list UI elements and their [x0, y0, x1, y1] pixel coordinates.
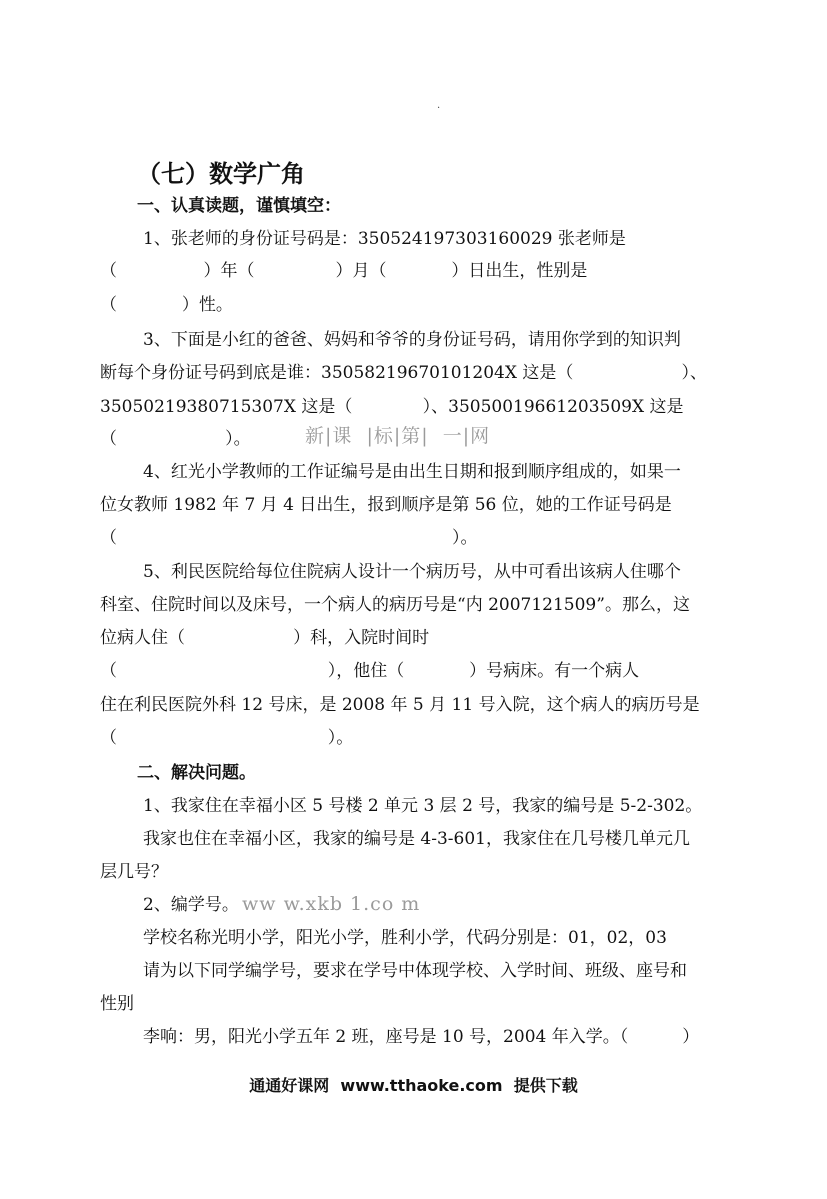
- question-4-line-1: 4、红光小学教师的工作证编号是由出生日期和报到顺序组成的，如果一: [143, 462, 681, 482]
- top-dot: .: [437, 100, 441, 111]
- question-3-line-1: 3、下面是小红的爸爸、妈妈和爷爷的身份证号码，请用你学到的知识判: [143, 330, 681, 350]
- watermark-xkb1: ww w.xkb 1.co m: [242, 893, 421, 915]
- problem-1-line-2: 我家也住在幸福小区，我家的编号是 4-3-601，我家住在几号楼几单元几: [143, 829, 690, 849]
- question-5-line-3: 位病人住（ ）科，入院时间时: [100, 628, 430, 648]
- question-4-line-3: （ ）。: [100, 528, 478, 548]
- question-5-line-6: （ ）。: [100, 728, 354, 748]
- question-5-line-1: 5、利民医院给每位住院病人设计一个病历号，从中可看出该病人住哪个: [143, 562, 681, 582]
- footer-source: 通通好课网 www.tthaoke.com 提供下载: [249, 1076, 578, 1095]
- question-1-line-1: 1、张老师的身份证号码是：350524197303160029 张老师是: [143, 229, 626, 249]
- problem-2-line-4: 性别: [100, 994, 134, 1014]
- problem-2-line-2: 学校名称光明小学，阳光小学，胜利小学，代码分别是：01，02，03: [143, 928, 667, 948]
- question-3-line-2: 断每个身份证号码到底是谁：35058219670101204X 这是（ ）、: [100, 363, 707, 383]
- problem-2-line-5: 李响：男，阳光小学五年 2 班，座号是 10 号，2004 年入学。（ ）: [143, 1027, 700, 1047]
- question-5-line-4: （ ），他住（ ）号病床。有一个病人: [100, 661, 640, 681]
- question-4-line-2: 位女教师 1982 年 7 月 4 日出生，报到顺序是第 56 位，她的工作证号码是: [100, 495, 672, 515]
- question-1-line-3: （ ）性。: [100, 295, 233, 315]
- question-1-line-2: （ ）年（ ）月（ ）日出生，性别是: [100, 261, 588, 281]
- problem-1-line-1: 1、我家住在幸福小区 5 号楼 2 单元 3 层 2 号，我家的编号是 5-2-302。: [143, 796, 703, 816]
- question-5-line-2: 科室、住院时间以及床号，一个病人的病历号是“内 2007121509”。那么，这: [100, 595, 690, 615]
- question-3-line-3: 35050219380715307X 这是（ ）、35050019661203509X 这是: [100, 397, 684, 417]
- watermark-xinkebiao: 新|课 |标|第| 一|网: [305, 425, 491, 447]
- problem-2-label: 2、编学号。: [143, 895, 239, 915]
- page-title: （七）数学广角: [137, 159, 305, 188]
- problem-1-line-3: 层几号？: [100, 862, 168, 882]
- problem-2-line-3: 请为以下同学编学号，要求在学号中体现学校、入学时间、班级、座号和: [143, 961, 687, 981]
- section-2-heading: 二、解决问题。: [137, 763, 256, 783]
- question-5-line-5: 住在利民医院外科 12 号床，是 2008 年 5 月 11 号入院，这个病人的病历号是: [100, 695, 700, 715]
- question-3-line-4: （ ）。: [100, 429, 251, 449]
- section-1-heading: 一、认真读题，谨慎填空：: [137, 196, 341, 216]
